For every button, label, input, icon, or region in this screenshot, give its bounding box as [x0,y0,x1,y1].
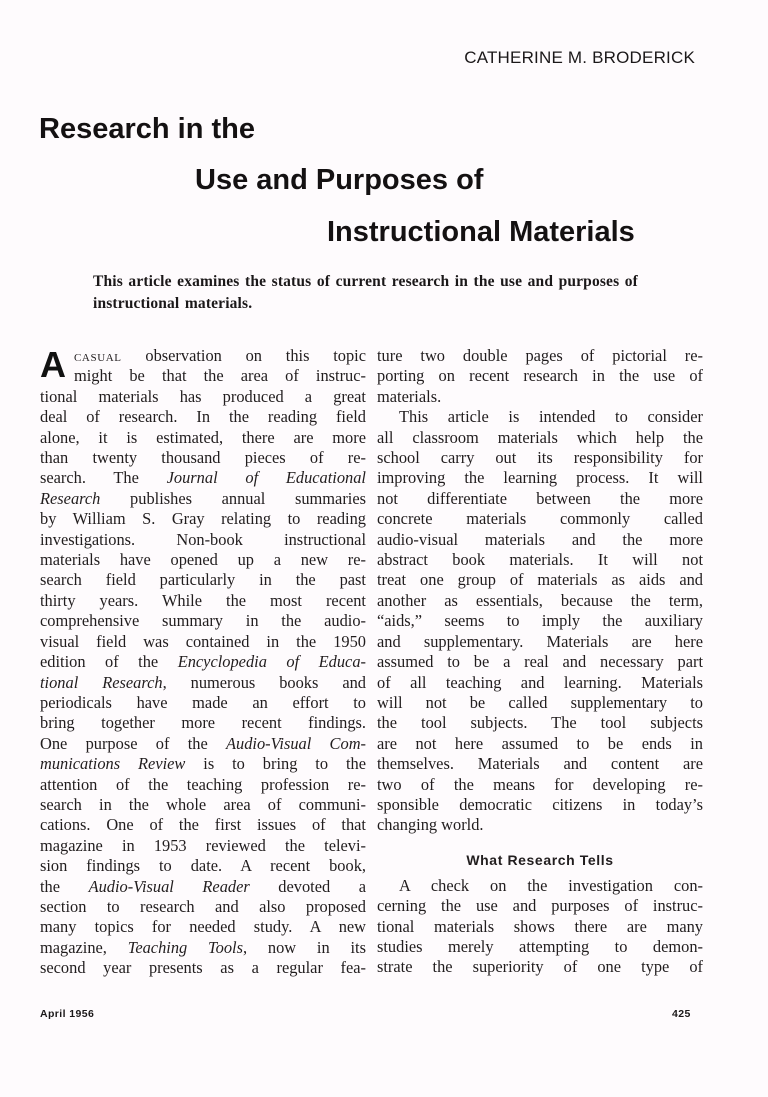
author-byline: CATHERINE M. BRODERICK [464,48,695,67]
page-number: 425 [672,1008,691,1020]
text-line: improving the learning process. It will [377,468,703,488]
section-heading: What Research Tells [466,851,614,868]
text-line: themselves. Materials and content are [377,754,703,774]
text-line: “aids,” seems to imply the auxiliary [377,611,703,631]
text-line: might be that the area of instruc- [74,366,366,386]
text-line: studies merely attempting to demon- [377,936,703,956]
italic-title: Audio-Visual Com- [226,733,366,753]
paragraph-scope [377,407,703,836]
text-line: two of the means for developing re- [377,774,703,794]
text-line: Research publishes annual summaries [40,488,366,508]
text-line: the tool subjects. The tool subjects [377,713,703,733]
text-line: sponsible democratic citizens in today’s [377,794,703,814]
text-line: concrete materials commonly called [377,509,703,529]
text-line: One purpose of the Audio-Visual Com- [40,733,366,753]
text-line: search in the whole area of communi- [40,794,366,814]
text-line: materials. [377,386,442,406]
text-line: and supplementary. Materials are here [377,631,703,651]
text-line: munications Review is to bring to the [40,754,366,774]
text-line: casual observation on this topic [74,346,366,365]
paragraph-research [377,876,703,978]
paragraph-continuation [377,346,703,407]
text-line: treat one group of materials as aids and [377,570,703,590]
text-line: tional materials has produced a great [40,386,366,406]
text-line: deal of research. In the reading field [40,407,366,427]
text-line: changing world. [377,815,484,835]
right-column [377,346,703,978]
text-line: the Audio-Visual Reader devoted a [40,876,367,896]
italic-title: tional Research [40,672,163,692]
text-line: sion findings to date. A recent book, [40,856,366,876]
left-column [40,346,366,979]
text-line: This article is intended to consider [399,407,703,427]
text-line: assumed to be a real and necessary part [377,652,703,672]
italic-title: Encyclopedia of Educa- [177,652,366,672]
italic-title: Research [40,488,101,508]
italic-title: Audio-Visual Reader [88,876,250,896]
text-line: all classroom materials which help the [377,427,703,447]
text-line: school carry out its responsibility for [377,448,703,468]
text-line: comprehensive summary in the audio- [40,611,366,631]
drop-cap: A [40,344,66,385]
text-line: bring together more recent findings. [40,713,366,733]
text-line: strate the superiority of one type of [377,957,703,977]
text-line: magazine in 1953 reviewed the televi- [40,835,366,855]
text-line: second year presents as a regular fea- [40,958,366,978]
text-line: audio-visual materials and the more [377,529,703,549]
italic-title: munications Review [40,754,186,774]
article-abstract: This article examines the status of current research in the use and purposes of instructional materials. [93,273,638,312]
text-line: search field particularly in the past [40,570,366,590]
left-column-lines [40,346,366,979]
text-line: alone, it is estimated, there are more [40,427,366,447]
text-line: edition of the Encyclopedia of Educa- [40,652,366,672]
text-line: will not be called supplementary to [377,692,703,712]
text-line: than twenty thousand pieces of re- [40,448,366,468]
text-line: magazine, Teaching Tools, now in its [40,937,366,957]
text-line: ture two double pages of pictorial re- [377,346,703,365]
text-line: attention of the teaching profession re- [40,774,366,794]
text-line: A check on the investigation con- [399,875,703,895]
text-line: search. The Journal of Educational [40,468,366,488]
text-line: are not here assumed to be ends in [377,733,703,753]
article-title-line-1: Research in the [39,113,255,145]
italic-title: Journal of Educational [166,468,366,488]
text-line: investigations. Non-book instructional [40,529,366,549]
text-line: porting on recent research in the use of [377,366,703,386]
text-line: cerning the use and purposes of instruc- [377,896,703,916]
article-title-line-3: Instructional Materials [327,216,635,248]
text-line: visual field was contained in the 1950 [40,631,366,651]
article-title-line-2: Use and Purposes of [195,164,484,196]
text-line: tional Research, numerous books and [40,672,366,692]
lead-in-smallcaps: casual [74,346,122,365]
text-line: not differentiate between the more [377,488,703,508]
text-line: another as essentials, because the term, [377,590,703,610]
text-line: materials have opened up a new re- [40,550,366,570]
text-line: periodicals have made an effort to [40,692,366,712]
text-line: of all teaching and learning. Materials [377,672,703,692]
text-line: by William S. Gray relating to reading [40,509,366,529]
italic-title: Teaching Tools [127,937,243,957]
opening-paragraph [40,346,366,979]
text-line: abstract book materials. It will not [377,550,703,570]
text-line: section to research and also proposed [40,896,366,916]
text-line: tional materials shows there are many [377,916,703,936]
text-line: thirty years. While the most recent [40,590,366,610]
text-line: many topics for needed study. A new [40,917,366,937]
text-line: cations. One of the first issues of that [40,815,366,835]
issue-date: April 1956 [40,1008,95,1020]
